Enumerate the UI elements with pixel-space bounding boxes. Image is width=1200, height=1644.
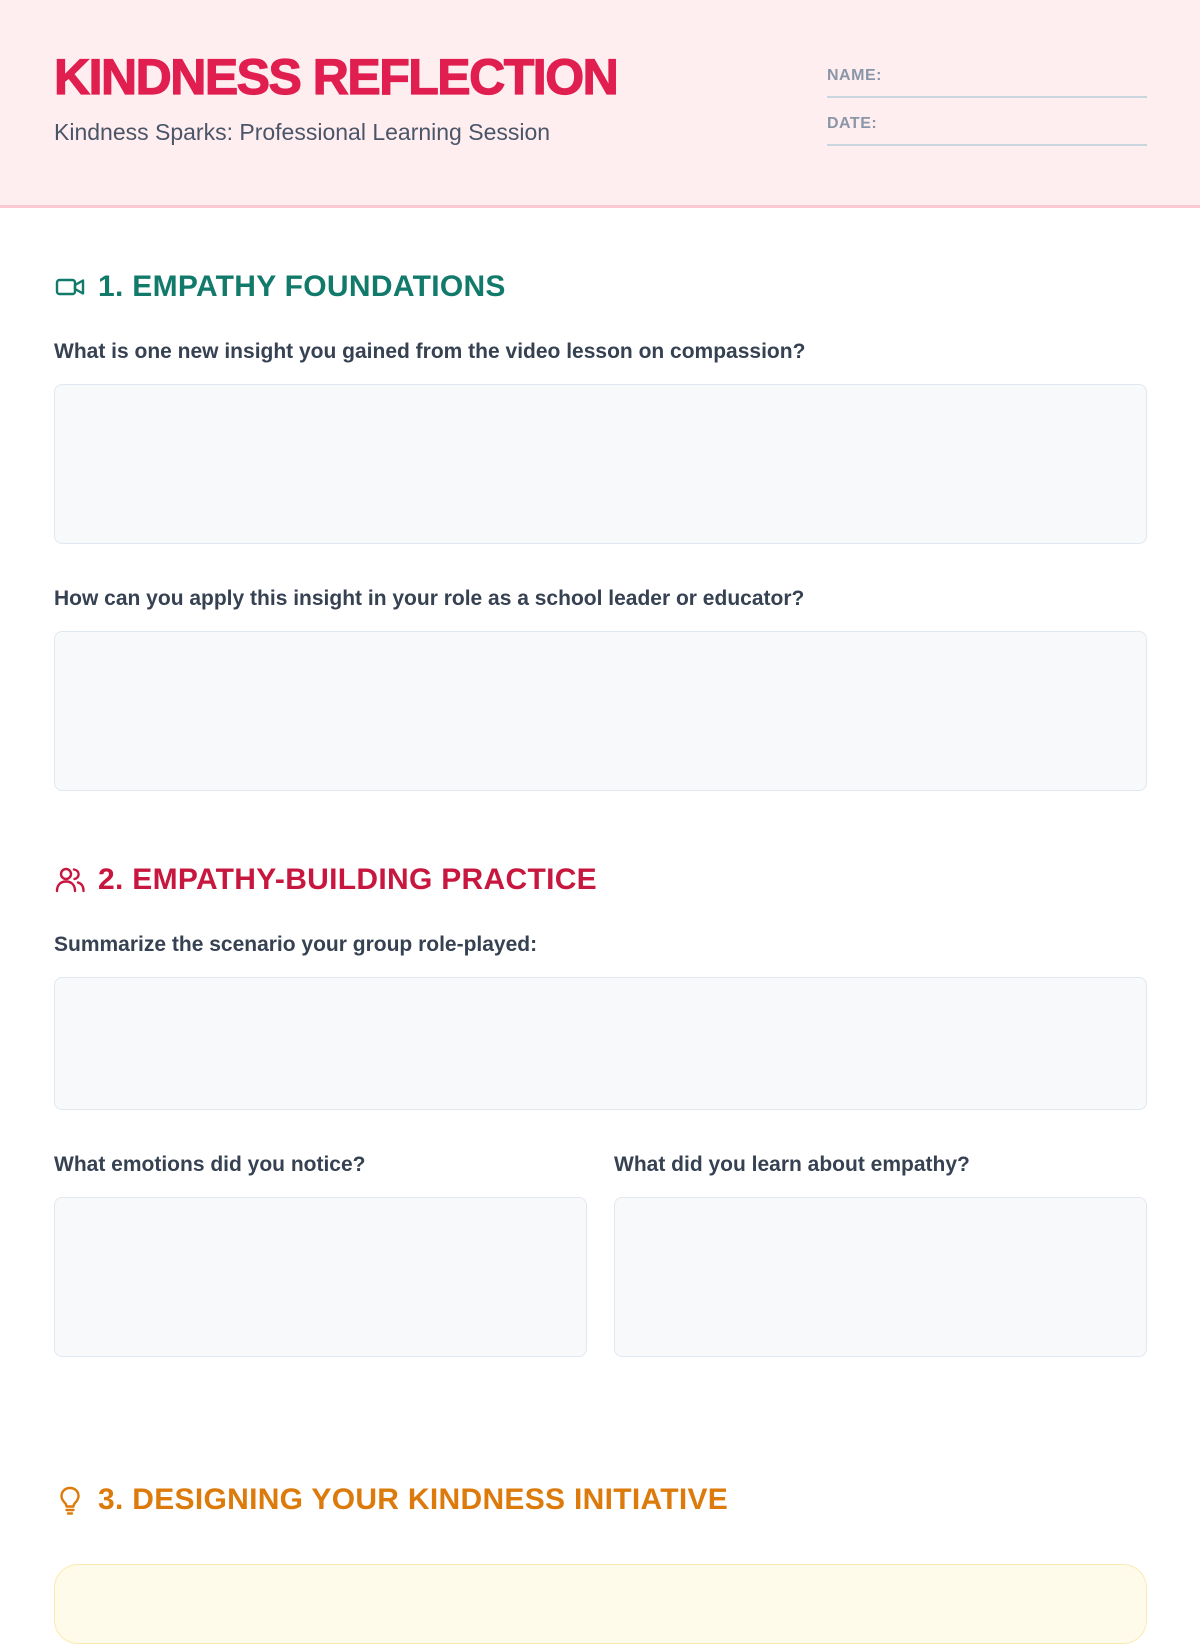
answer-emotions[interactable] <box>54 1197 587 1357</box>
answer-insight[interactable] <box>54 384 1147 544</box>
section-3-title: 3. DESIGNING YOUR KINDNESS INITIATIVE <box>98 1483 729 1516</box>
answer-empathy[interactable] <box>614 1197 1147 1357</box>
section-2-title: 2. EMPATHY-BUILDING PRACTICE <box>98 863 597 896</box>
question-apply: How can you apply this insight in your role as a school leader or educator? <box>54 587 805 610</box>
section-3-heading <box>54 1480 728 1520</box>
question-emotions: What emotions did you notice? <box>54 1153 366 1176</box>
section-1-title: 1. EMPATHY FOUNDATIONS <box>98 270 506 303</box>
question-empathy: What did you learn about empathy? <box>614 1153 970 1176</box>
users-icon <box>54 864 86 896</box>
initiative-box[interactable] <box>54 1564 1147 1644</box>
name-field[interactable] <box>827 66 1147 98</box>
question-scenario: Summarize the scenario your group role-played: <box>54 933 538 956</box>
answer-apply[interactable] <box>54 631 1147 791</box>
page-subtitle: Kindness Sparks: Professional Learning Session <box>54 119 551 145</box>
question-insight: What is one new insight you gained from the video lesson on compassion? <box>54 340 806 363</box>
date-field[interactable] <box>827 114 1147 146</box>
name-label: NAME: <box>827 67 882 84</box>
worksheet-header <box>0 0 1200 208</box>
lightbulb-icon <box>54 1484 86 1516</box>
page-title: KINDNESS REFLECTION <box>54 49 618 105</box>
section-1-heading <box>54 267 506 307</box>
date-label: DATE: <box>827 115 878 132</box>
answer-scenario[interactable] <box>54 977 1147 1110</box>
section-2-heading <box>54 860 597 900</box>
video-camera-icon <box>54 271 86 303</box>
